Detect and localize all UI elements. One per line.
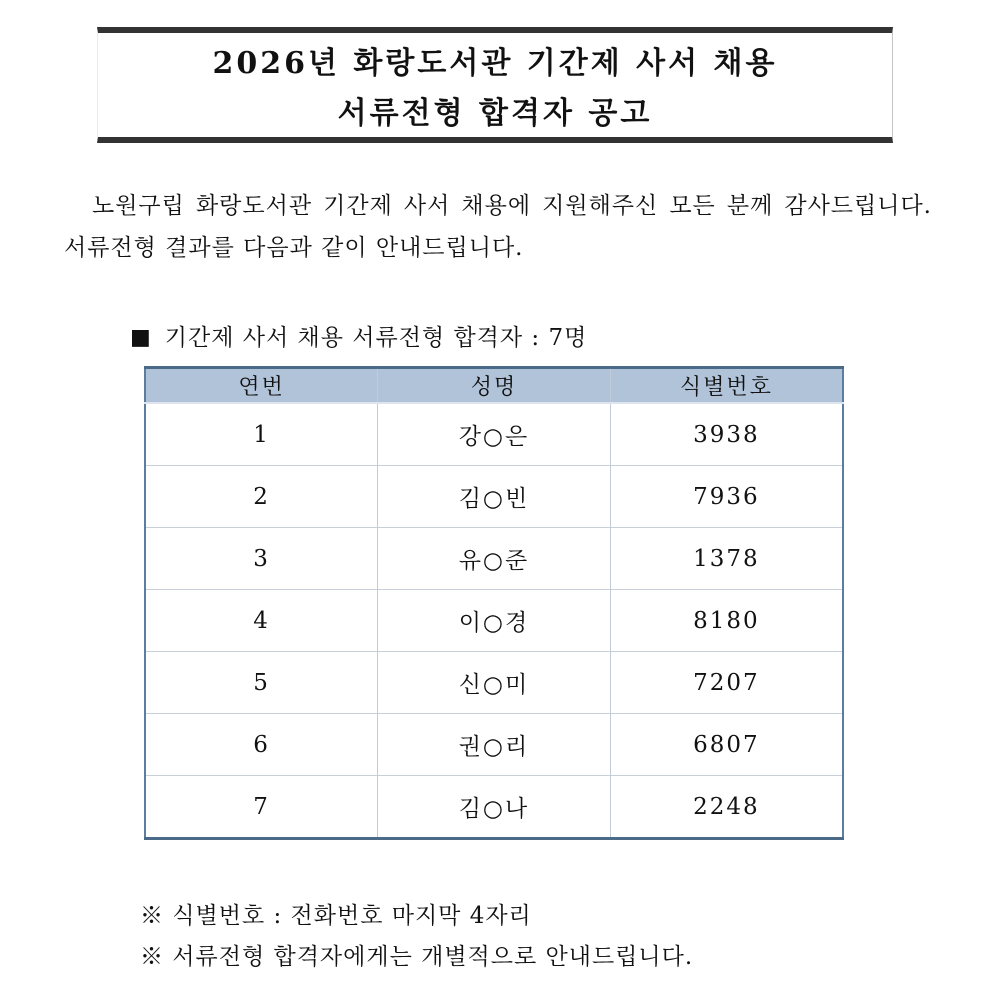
square-bullet-icon: ■ bbox=[130, 325, 152, 350]
table-row bbox=[145, 776, 843, 839]
cell-seq: 4 bbox=[145, 590, 378, 652]
cell-name: 유○준 bbox=[378, 528, 611, 590]
cell-seq: 6 bbox=[145, 714, 378, 776]
section-heading bbox=[130, 319, 992, 352]
cell-seq: 3 bbox=[145, 528, 378, 590]
pass-list-table bbox=[144, 366, 844, 840]
document-title-line1: 2026년 화랑도서관 기간제 사서 채용 bbox=[212, 46, 778, 81]
cell-seq: 2 bbox=[145, 466, 378, 528]
cell-id-number: 3938 bbox=[610, 403, 843, 466]
column-header-name: 성명 bbox=[378, 368, 611, 404]
table-header-row bbox=[145, 368, 843, 404]
document-title-line2: 서류전형 합격자 공고 bbox=[337, 96, 653, 131]
table-body bbox=[145, 403, 843, 839]
section-heading-label: 기간제 사서 채용 서류전형 합격자 : 7명 bbox=[164, 325, 588, 351]
cell-name: 권○리 bbox=[378, 714, 611, 776]
footnotes bbox=[140, 896, 992, 978]
cell-name: 김○나 bbox=[378, 776, 611, 839]
table-row bbox=[145, 403, 843, 466]
column-header-id-number: 식별번호 bbox=[610, 368, 843, 404]
title-box bbox=[97, 27, 893, 143]
cell-name: 김○빈 bbox=[378, 466, 611, 528]
cell-id-number: 8180 bbox=[610, 590, 843, 652]
cell-id-number: 7207 bbox=[610, 652, 843, 714]
note-id-number-meaning: ※ 식별번호 : 전화번호 마지막 4자리 bbox=[140, 903, 532, 929]
table-row bbox=[145, 714, 843, 776]
cell-name: 신○미 bbox=[378, 652, 611, 714]
cell-seq: 1 bbox=[253, 421, 270, 448]
table-row bbox=[145, 528, 843, 590]
note-individual-contact: ※ 서류전형 합격자에게는 개별적으로 안내드립니다. bbox=[140, 944, 694, 970]
cell-name: 이○경 bbox=[378, 590, 611, 652]
hwarang-announcement-document bbox=[0, 27, 992, 1007]
cell-id-number: 1378 bbox=[610, 528, 843, 590]
cell-name: 강○은 bbox=[378, 403, 611, 466]
cell-seq: 7 bbox=[145, 776, 378, 839]
table-row bbox=[145, 652, 843, 714]
table-row bbox=[145, 590, 843, 652]
table-row bbox=[145, 466, 843, 528]
cell-id-number: 7936 bbox=[610, 466, 843, 528]
cell-id-number: 6807 bbox=[610, 714, 843, 776]
column-header-seq: 연번 bbox=[145, 368, 378, 404]
intro-paragraph: 노원구립 화랑도서관 기간제 사서 채용에 지원해주신 모든 분께 감사드립니다. 서류전형 결과를 다음과 같이 안내드립니다. bbox=[64, 193, 932, 261]
cell-seq: 5 bbox=[145, 652, 378, 714]
cell-id-number: 2248 bbox=[610, 776, 843, 839]
